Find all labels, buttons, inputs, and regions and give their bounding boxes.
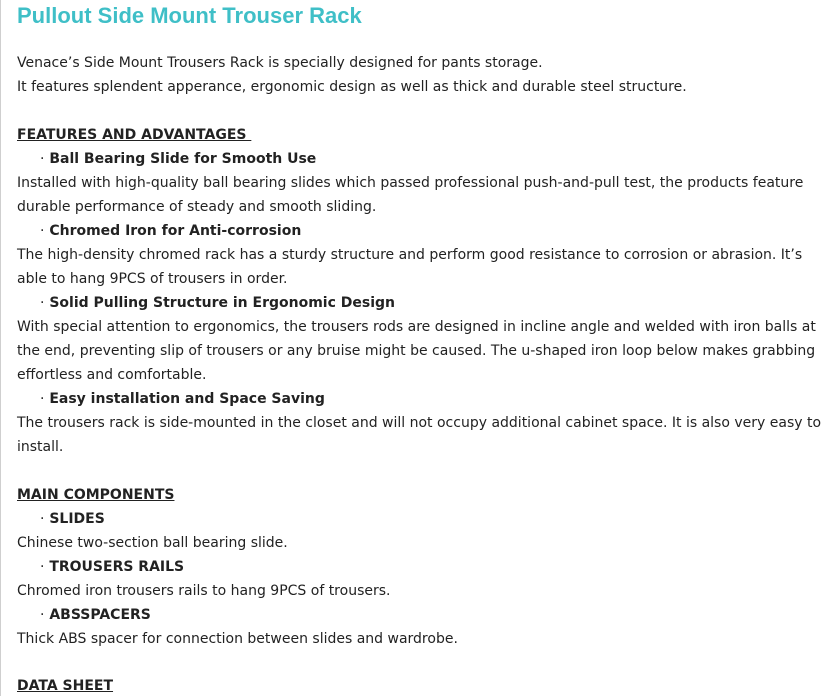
feature-description: The trousers rack is side-mounted in the closet and will not occupy additional cabinet space. It is also very easy to: [17, 415, 822, 431]
spacer: [17, 99, 817, 123]
bullet-dot: ·: [40, 607, 45, 623]
components-section: [17, 483, 817, 651]
feature-label: [17, 387, 817, 411]
component-description: Chinese two-section ball bearing slide.: [17, 535, 288, 551]
feature-description: install.: [17, 439, 64, 455]
component-label-text: SLIDES: [49, 511, 105, 527]
bullet-dot: ·: [40, 295, 45, 311]
features-heading: FEATURES AND ADVANTAGES: [17, 127, 252, 143]
feature-description: durable performance of steady and smooth sliding.: [17, 199, 377, 215]
feature-label-text: Solid Pulling Structure in Ergonomic Design: [49, 295, 396, 311]
component-label: [17, 603, 817, 627]
features-section: [17, 123, 822, 459]
datasheet-heading: DATA SHEET: [17, 678, 114, 694]
intro-line: It features splendent apperance, ergonomic design as well as thick and durable steel structure.: [17, 79, 687, 95]
component-label: [17, 555, 817, 579]
spacer: [17, 651, 817, 674]
feature-description: With special attention to ergonomics, the trousers rods are designed in incline angle and welded with iron balls at: [17, 319, 816, 335]
bullet-dot: ·: [40, 391, 45, 407]
component-label: [17, 507, 817, 531]
intro-line: Venace’s Side Mount Trousers Rack is specially designed for pants storage.: [17, 55, 543, 71]
feature-label-text: Ball Bearing Slide for Smooth Use: [49, 151, 317, 167]
product-description: [17, 0, 822, 698]
components-heading: MAIN COMPONENTS: [17, 487, 175, 503]
feature-description: Installed with high-quality ball bearing slides which passed professional push-and-pull test, the products feature: [17, 175, 804, 191]
page-title: Pullout Side Mount Trouser Rack: [17, 3, 362, 28]
component-label-text: ABSSPACERS: [49, 607, 151, 623]
bullet-dot: ·: [40, 559, 45, 575]
feature-label: [17, 219, 817, 243]
bullet-dot: ·: [40, 223, 45, 239]
spacer: [17, 32, 817, 51]
feature-description: effortless and comfortable.: [17, 367, 207, 383]
spacer: [17, 459, 817, 483]
feature-description: The high-density chromed rack has a sturdy structure and perform good resistance to corrosion or abrasion. It’s: [17, 247, 803, 263]
component-description: Thick ABS spacer for connection between slides and wardrobe.: [17, 631, 458, 647]
component-label-text: TROUSERS RAILS: [49, 559, 185, 575]
bullet-dot: ·: [40, 511, 45, 527]
feature-description: the end, preventing slip of trousers or any bruise might be caused. The u-shaped iron loop below makes grabbing: [17, 343, 816, 359]
feature-label-text: Easy installation and Space Saving: [49, 391, 325, 407]
feature-description: able to hang 9PCS of trousers in order.: [17, 271, 288, 287]
feature-label: [17, 147, 817, 171]
bullet-dot: ·: [40, 151, 45, 167]
feature-label-text: Chromed Iron for Anti-corrosion: [49, 223, 302, 239]
component-description: Chromed iron trousers rails to hang 9PCS of trousers.: [17, 583, 391, 599]
datasheet-section: [17, 674, 817, 698]
left-border-rule: [0, 0, 1, 696]
feature-label: [17, 291, 817, 315]
